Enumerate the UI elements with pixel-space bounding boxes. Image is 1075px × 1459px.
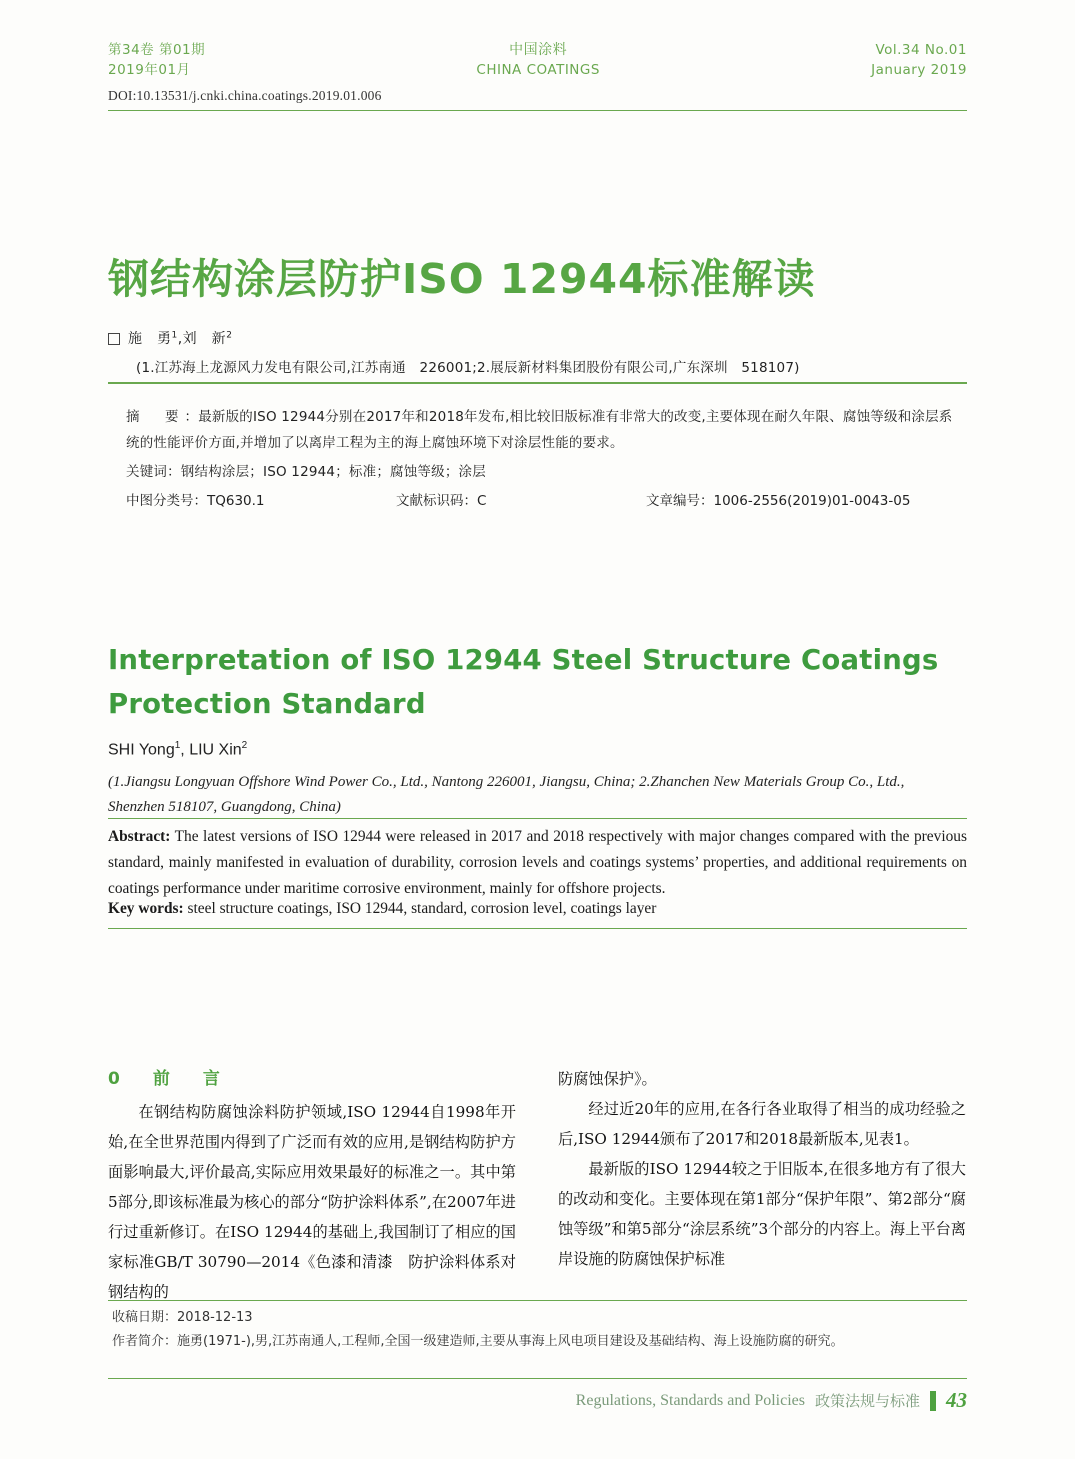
body-paragraph-right-3: 最新版的ISO 12944较之于旧版本,在很多地方有了很大的改动和变化。主要体现在第1部分“保护年限”、第2部分“腐蚀等级”和第5部分“涂层系统”3个部分的内容上。海上平台离岸设施的防腐蚀保护标准 — [558, 1160, 966, 1268]
chinese-block-divider — [108, 382, 967, 384]
keywords-cn-text: ：钢结构涂层；ISO 12944；标准；腐蚀等级；涂层 — [167, 464, 486, 480]
header-divider — [108, 110, 967, 111]
header-volume-en: Vol.34 No.01 — [875, 42, 967, 58]
received-date: 收稿日期：2018-12-13 — [112, 1310, 253, 1325]
title-en: Interpretation of ISO 12944 Steel Structure Coatings Protection Standard — [108, 644, 939, 720]
page-marker-icon — [930, 1391, 936, 1411]
keywords-en — [108, 896, 967, 922]
author-en-1: SHI Yong — [108, 741, 175, 759]
body-column-left — [108, 1064, 516, 1301]
authors-en — [108, 740, 247, 759]
journal-name-en: CHINA COATINGS — [476, 62, 600, 78]
affiliation-cn: (1.江苏海上龙源风力发电有限公司,江苏南通 226001;2.展辰新材料集团股份有限公司,广东深圳 518107) — [136, 360, 800, 376]
clc-number: 中图分类号：TQ630.1 — [126, 493, 265, 509]
keywords-cn — [126, 460, 963, 480]
author-cn-2: ,刘 新 — [177, 331, 227, 347]
author-en-2-sup: 2 — [241, 740, 248, 751]
author-cn-1: 施 勇 — [128, 331, 172, 347]
keywords-en-text: steel structure coatings, ISO 12944, standard, corrosion level, coatings layer — [183, 900, 657, 917]
running-footer-cn: 政策法规与标准 — [814, 1392, 920, 1410]
title-cn: 钢结构涂层防护ISO 12944标准解读 — [108, 255, 816, 303]
english-abstract-divider-bottom — [108, 928, 967, 929]
document-code: 文献标识码：C — [396, 493, 487, 509]
body-paragraph-right-1: 防腐蚀保护》。 — [558, 1070, 657, 1088]
author-en-1-sup: 1 — [174, 740, 181, 751]
running-footer — [576, 1388, 967, 1413]
classification-codes — [126, 489, 963, 509]
body-paragraph-left-1: 在钢结构防腐蚀涂料防护领域,ISO 12944自1998年开始,在全世界范围内得到了广泛而有效的应用,是钢结构防护方面影响最大,评价最高,实际应用效果最好的标准之一。其中第5部分,即该标准最为核心的部分“防护涂料体系”,在2007年进行过重新修订。在ISO 12944的基础上,我国制订了相应的国家标准GB/T 30790—2014《色漆和清漆 防护涂料体系对钢结构的 — [108, 1103, 516, 1301]
running-footer-en: Regulations, Standards and Policies — [575, 1391, 805, 1409]
affiliation-en: (1.Jiangsu Longyuan Offshore Wind Power Co., Ltd., Nantong 226001, Jiangsu, China; 2.Zhanchen New Materials Group Co., Ltd., Shenzhen 518107, Guangdong, China) — [108, 774, 905, 815]
header-date-en: January 2019 — [871, 62, 967, 78]
journal-name-cn: 中国涂料 — [509, 42, 568, 58]
english-abstract-divider-top — [108, 818, 967, 819]
body-column-right — [558, 1064, 966, 1294]
body-columns — [108, 1064, 967, 1301]
article-number: 文章编号：1006-2556(2019)01-0043-05 — [646, 493, 911, 509]
header-date-cn: 2019年01月 — [108, 62, 191, 78]
abstract-en-label: Abstract: — [108, 828, 171, 845]
bullet-square-icon — [108, 333, 120, 345]
header-left — [108, 40, 205, 80]
abstract-cn-text: ：最新版的ISO 12944分别在2017年和2018年发布,相比较旧版标准有非常大的改变,主要体现在耐久年限、腐蚀等级和涂层系统的性能评价方面,并增加了以离岸工程为主的海上腐蚀环境下对涂层性能的要求。 — [126, 409, 953, 451]
header-right — [871, 40, 967, 80]
keywords-cn-label: 关键词 — [126, 464, 168, 480]
header-volume-cn: 第34卷 第01期 — [108, 42, 206, 58]
abstract-en-text: The latest versions of ISO 12944 were released in 2017 and 2018 respectively with major changes compared with the previous standard, mainly manifested in evaluation of durability, corrosion levels and coatings systems’ properties, and additional requirements on coatings performance under maritime corrosive environment, mainly for offshore projects. — [108, 828, 967, 897]
doi-text: DOI:10.13531/j.cnki.china.coatings.2019.01.006 — [108, 88, 382, 103]
footer-divider — [108, 1378, 967, 1379]
author-cn-1-sup: 1 — [171, 330, 178, 341]
section-heading-intro: 0 前 言 — [108, 1069, 228, 1089]
abstract-en — [108, 824, 967, 902]
author-en-2: , LIU Xin — [180, 741, 242, 759]
header-center — [476, 40, 600, 80]
page-header — [108, 40, 967, 86]
body-paragraph-right-2: 经过近20年的应用,在各行各业取得了相当的成功经验之后,ISO 12944颁布了2017和2018最新版本,见表1。 — [558, 1100, 966, 1148]
footnote-divider — [108, 1300, 967, 1301]
author-bio: 作者简介：施勇(1971-),男,江苏南通人,工程师,全国一级建造师,主要从事海上风电项目建设及基础结构、海上设施防腐的研究。 — [112, 1334, 844, 1349]
abstract-cn — [126, 404, 963, 456]
authors-cn — [108, 328, 967, 348]
author-cn-2-sup: 2 — [226, 330, 233, 341]
keywords-en-label: Key words: — [108, 900, 184, 917]
page-number: 43 — [946, 1388, 967, 1412]
abstract-cn-label: 摘 要 — [126, 409, 185, 425]
